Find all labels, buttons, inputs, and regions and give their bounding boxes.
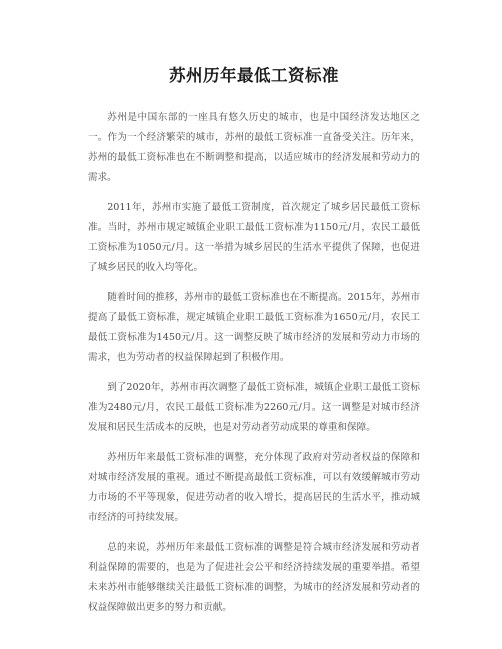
paragraph-2015: 随着时间的推移，苏州市的最低工资标准也在不断提高。2015年，苏州市提高了最低工资标准，规定城镇企业职工最低工资标准为1650元/月，农民工最低工资标准为1450元/月。这一调整反映了城市经济的发展和劳动力市场的需求，也为劳动者的权益保障起到了积极作用。 <box>88 292 420 363</box>
paragraph-significance: 苏州历年来最低工资标准的调整，充分体现了政府对劳动者权益的保障和对城市经济发展的重视。通过不断提高最低工资标准，可以有效缓解城市劳动力市场的不平等现象，促进劳动者的收入增长，提高居民的生活水平，推动城市经济的可持续发展。 <box>88 452 420 523</box>
document-title: 苏州历年最低工资标准 <box>169 66 339 85</box>
paragraph-intro: 苏州是中国东部的一座具有悠久历史的城市，也是中国经济发达地区之一。作为一个经济繁荣的城市，苏州的最低工资标准一直备受关注。历年来，苏州的最低工资标准也在不断调整和提高，以适应城市的经济发展和劳动力的需求。 <box>88 112 420 183</box>
paragraph-2011: 2011年，苏州市实施了最低工资制度，首次规定了城乡居民最低工资标准。当时，苏州市规定城镇企业职工最低工资标准为1150元/月，农民工最低工资标准为1050元/月。这一举措为城乡居民的生活水平提供了保障，也促进了城乡居民的收入均等化。 <box>88 202 420 273</box>
paragraph-2020: 到了2020年，苏州市再次调整了最低工资标准，城镇企业职工最低工资标准为2480元/月，农民工最低工资标准为2260元/月。这一调整是对城市经济发展和居民生活成本的反映，也是对劳动者劳动成果的尊重和保障。 <box>88 382 420 433</box>
paragraph-conclusion: 总的来说，苏州历年来最低工资标准的调整是符合城市经济发展和劳动者利益保障的需要的，也是为了促进社会公平和经济持续发展的重要举措。希望未来苏州市能够继续关注最低工资标准的调整，为城市的经济发展和劳动者的权益保障做出更多的努力和贡献。 <box>88 542 420 613</box>
